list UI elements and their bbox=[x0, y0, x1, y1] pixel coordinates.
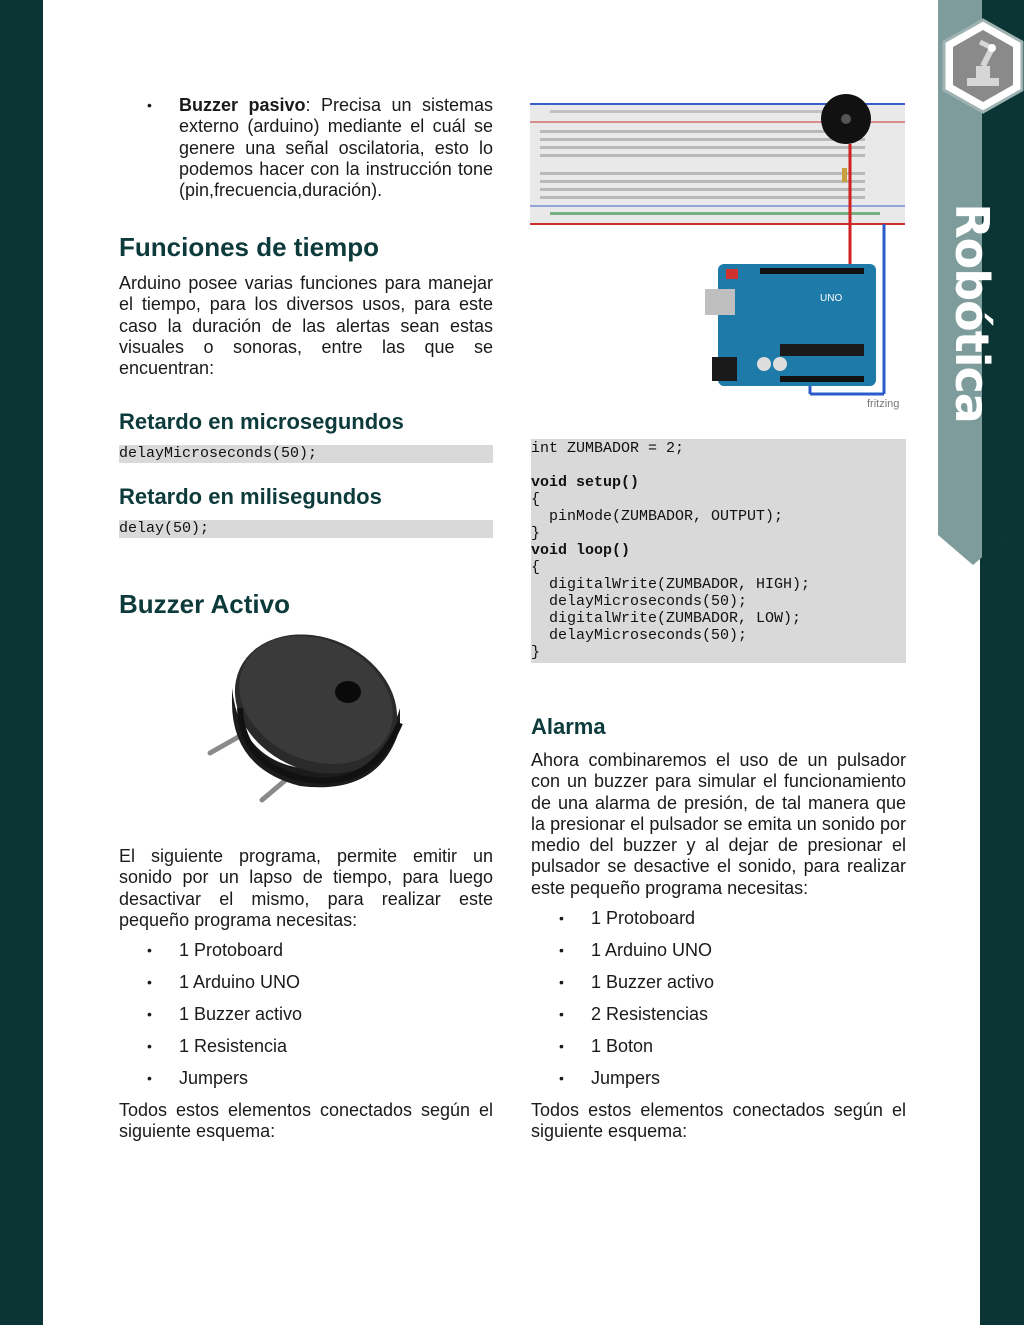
robot-arm-logo-icon bbox=[940, 18, 1024, 118]
heading-alarma: Alarma bbox=[531, 714, 606, 739]
list-item: • 1 Arduino UNO bbox=[119, 972, 493, 1004]
code-line: } bbox=[531, 525, 541, 542]
heading-buzzer-activo: Buzzer Activo bbox=[119, 589, 290, 619]
list-item: • 1 Protoboard bbox=[531, 908, 906, 940]
code-line: { bbox=[531, 491, 541, 508]
list-item: • 2 Resistencias bbox=[531, 1004, 906, 1036]
list-item: • 1 Protoboard bbox=[119, 940, 493, 972]
svg-text:UNO: UNO bbox=[820, 293, 843, 304]
list-item: • 1 Buzzer activo bbox=[119, 1004, 493, 1036]
list-item: • Jumpers bbox=[531, 1068, 906, 1100]
svg-text:fritzing: fritzing bbox=[867, 398, 900, 410]
left-border-bar bbox=[0, 0, 43, 1325]
code-line: { bbox=[531, 559, 541, 576]
heading-funciones-tiempo: Funciones de tiempo bbox=[119, 232, 380, 262]
heading-retardo-micro: Retardo en microsegundos bbox=[119, 409, 404, 434]
programa-paragraph: El siguiente programa, permite emitir un sonido por un lapso de tiempo, para luego desactivar el mismo, para realizar este pequeño programa necesitas: bbox=[119, 846, 493, 930]
code-line: void loop() bbox=[531, 542, 631, 559]
code-line: } bbox=[531, 644, 541, 661]
list-item: • 1 Arduino UNO bbox=[531, 940, 906, 972]
list-item: • Buzzer pasivo: Precisa un sistemas externo (arduino) mediante el cuál se genere una señal oscilatoria, esto lo podemos hacer con la instrucción tone (pin,frecuencia,duración). bbox=[119, 95, 493, 201]
code-delay-mili: delay(50); bbox=[119, 520, 493, 538]
code-line: digitalWrite(ZUMBADOR, HIGH); bbox=[531, 576, 811, 593]
fritzing-circuit-diagram bbox=[530, 94, 907, 412]
passive-buzzer-list bbox=[119, 95, 493, 201]
code-line: int ZUMBADOR = 2; bbox=[531, 440, 685, 457]
code-line: void setup() bbox=[531, 474, 640, 491]
code-line: digitalWrite(ZUMBADOR, LOW); bbox=[531, 610, 802, 627]
code-line: delayMicroseconds(50); bbox=[531, 593, 748, 610]
list-item: • 1 Resistencia bbox=[119, 1036, 493, 1068]
heading-retardo-mili: Retardo en milisegundos bbox=[119, 484, 382, 509]
esquema-paragraph-left: Todos estos elementos conectados según el siguiente esquema: bbox=[119, 1100, 493, 1142]
active-buzzer-image bbox=[200, 628, 410, 810]
left-column bbox=[119, 95, 493, 201]
code-line: pinMode(ZUMBADOR, OUTPUT); bbox=[531, 508, 784, 525]
materials-list-right bbox=[531, 908, 906, 1100]
funciones-paragraph: Arduino posee varias funciones para manejar el tiempo, para los diversos usos, para este caso la duración de las alertas sean estas visuales o sonoras, entre las que se encuentran: bbox=[119, 273, 493, 379]
code-line: delayMicroseconds(50); bbox=[531, 627, 748, 644]
side-title: Robótica bbox=[945, 202, 999, 423]
list-item: • Jumpers bbox=[119, 1068, 493, 1100]
code-block-buzzer bbox=[531, 439, 906, 663]
materials-list-left bbox=[119, 940, 493, 1100]
esquema-paragraph-right: Todos estos elementos conectados según el siguiente esquema: bbox=[531, 1100, 906, 1142]
list-item: • 1 Boton bbox=[531, 1036, 906, 1068]
alarma-paragraph: Ahora combinaremos el uso de un pulsador con un buzzer para simular el funcionamiento de una alarma de presión, de tal manera que la presionar el pulsador se emita un sonido por medio del buzzer y al dejar de presionar el pulsador se desactive el sonido, para realizar este pequeño programa necesitas: bbox=[531, 750, 906, 898]
code-delay-micro: delayMicroseconds(50); bbox=[119, 445, 493, 463]
list-item: • 1 Buzzer activo bbox=[531, 972, 906, 1004]
